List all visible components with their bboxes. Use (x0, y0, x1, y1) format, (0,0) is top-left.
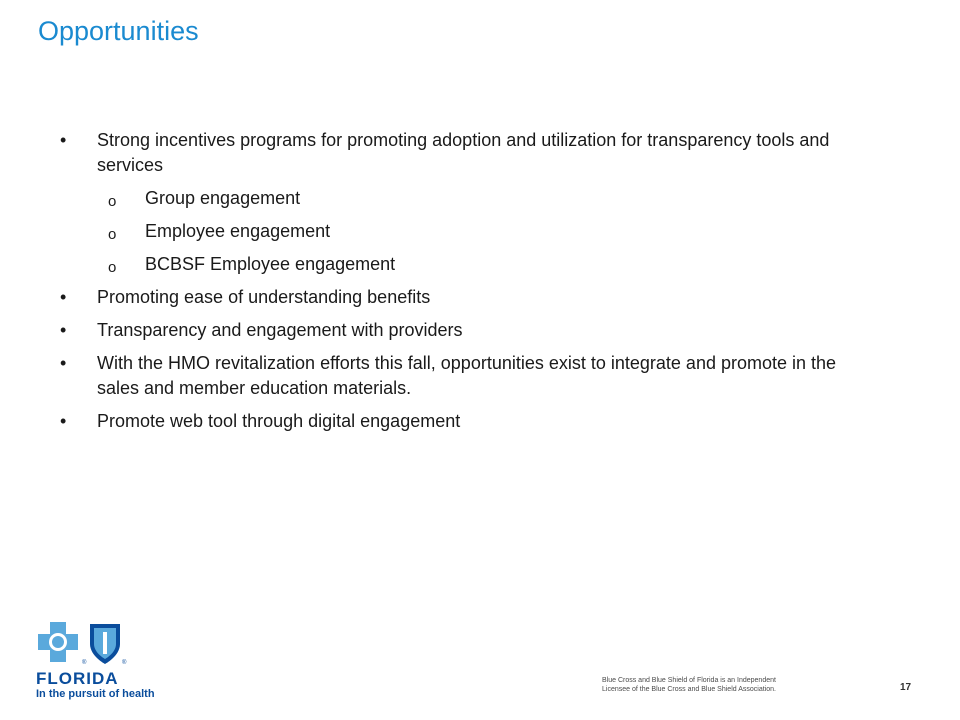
bullet-marker: • (60, 287, 67, 307)
footer-disclaimer (602, 676, 862, 694)
sub-bullet-text: Employee engagement (145, 221, 331, 241)
sub-bullet-item (60, 186, 860, 211)
bullet-item (60, 409, 860, 434)
bullet-marker: • (60, 320, 67, 340)
bullet-item (60, 128, 860, 178)
bullet-marker: • (60, 130, 67, 150)
sub-bullet-marker: o (108, 259, 117, 276)
disclaimer-line: Licensee of the Blue Cross and Blue Shield Association. (602, 686, 776, 693)
cross-shield-icon (34, 620, 134, 670)
disclaimer-line: Blue Cross and Blue Shield of Florida is an Independent (602, 677, 776, 684)
sub-bullet-item (60, 252, 860, 277)
bcbs-florida-logo (34, 620, 184, 702)
page-number: 17 (900, 682, 912, 693)
svg-text:®: ® (122, 660, 127, 666)
bullet-text: Strong incentives programs for promoting adoption and utilization for transparency tools and services (97, 130, 830, 175)
sub-bullet-marker: o (108, 193, 117, 210)
bullet-text: Transparency and engagement with providers (97, 320, 463, 340)
bullet-marker: • (60, 411, 67, 431)
sub-bullet-text: BCBSF Employee engagement (145, 254, 396, 274)
bullet-marker: • (60, 353, 67, 373)
sub-bullet-text: Group engagement (145, 188, 301, 208)
bullet-text: Promoting ease of understanding benefits (97, 287, 431, 307)
bullet-list (60, 128, 860, 442)
bullet-item (60, 285, 860, 310)
logo-tagline: In the pursuit of health (36, 688, 155, 700)
logo-wordmark: FLORIDA (36, 669, 119, 688)
slide-title: Opportunities (38, 16, 199, 46)
bullet-item (60, 351, 860, 401)
sub-bullet-marker: o (108, 226, 117, 243)
bullet-text: Promote web tool through digital engagement (97, 411, 461, 431)
bullet-text: With the HMO revitalization efforts this fall, opportunities exist to integrate and promote in the sales and member education materials. (97, 353, 837, 398)
bullet-item (60, 318, 860, 343)
svg-text:®: ® (82, 660, 87, 666)
sub-bullet-item (60, 219, 860, 244)
